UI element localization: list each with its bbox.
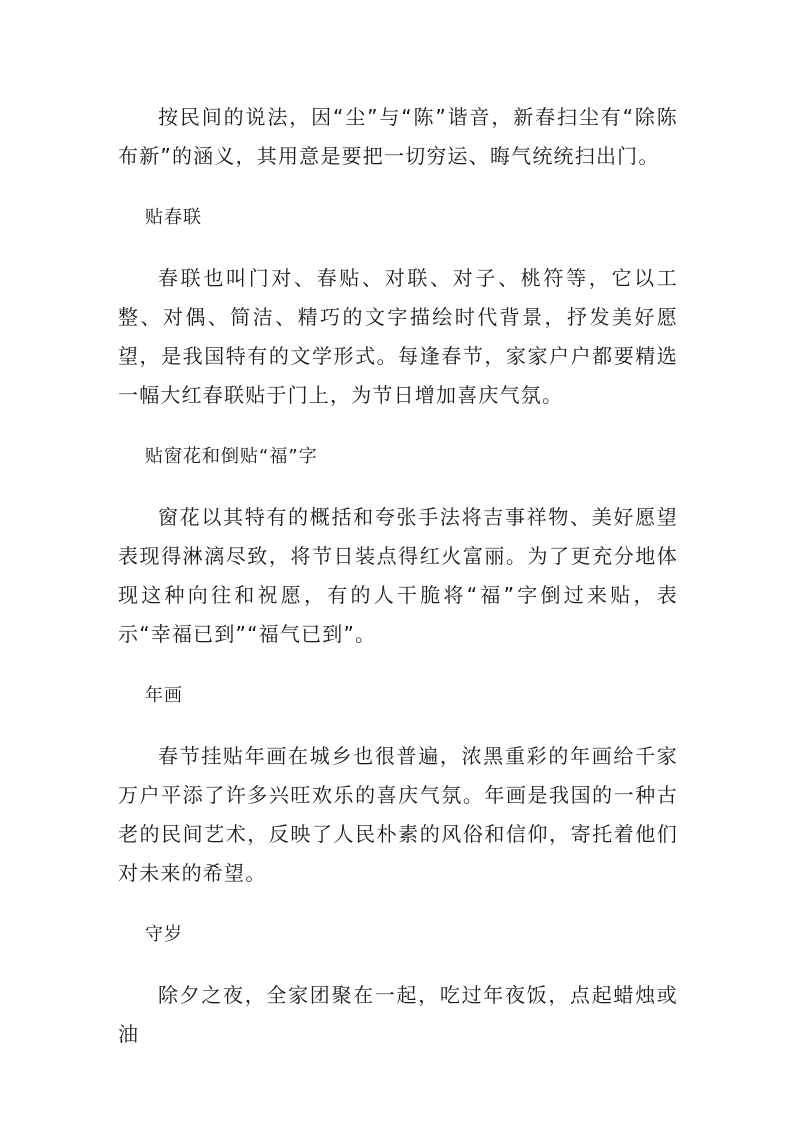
paragraph-spring-couplets: 春联也叫门对、春贴、对联、对子、桃符等，它以工整、对偶、简洁、精巧的文字描绘时代背景，抒发美好愿望，是我国特有的文学形式。每逢春节，家家户户都要精选一幅大红春联贴于门上，为节日增加喜庆气氛。 bbox=[118, 266, 678, 407]
paragraph-new-year-paintings: 春节挂贴年画在城乡也很普遍，浓黑重彩的年画给千家万户平添了许多兴旺欢乐的喜庆气氛。年画是我国的一种古老的民间艺术，反映了人民朴素的风俗和信仰，寄托着他们对未来的希望。 bbox=[118, 744, 678, 885]
heading-new-year-paintings: 年画 bbox=[145, 685, 183, 706]
paragraph-staying-up: 除夕之夜，全家团聚在一起，吃过年夜饭，点起蜡烛或油 bbox=[118, 983, 678, 1046]
paragraph-window-flowers: 窗花以其特有的概括和夸张手法将吉事祥物、美好愿望表现得淋漓尽致，将节日装点得红火富丽。为了更充分地体现这种向往和祝愿，有的人干脆将“福”字倒过来贴，表示“幸福已到”“福气已到”。 bbox=[118, 505, 678, 646]
document-page bbox=[118, 98, 678, 1054]
paragraph-sweeping-dust: 按民间的说法，因“尘”与“陈”谐音，新春扫尘有“除陈布新”的涵义，其用意是要把一切穷运、晦气统统扫出门。 bbox=[118, 105, 678, 168]
heading-spring-couplets: 贴春联 bbox=[145, 207, 202, 228]
heading-window-flowers: 贴窗花和倒贴“福”字 bbox=[145, 446, 318, 467]
heading-staying-up: 守岁 bbox=[145, 924, 183, 945]
